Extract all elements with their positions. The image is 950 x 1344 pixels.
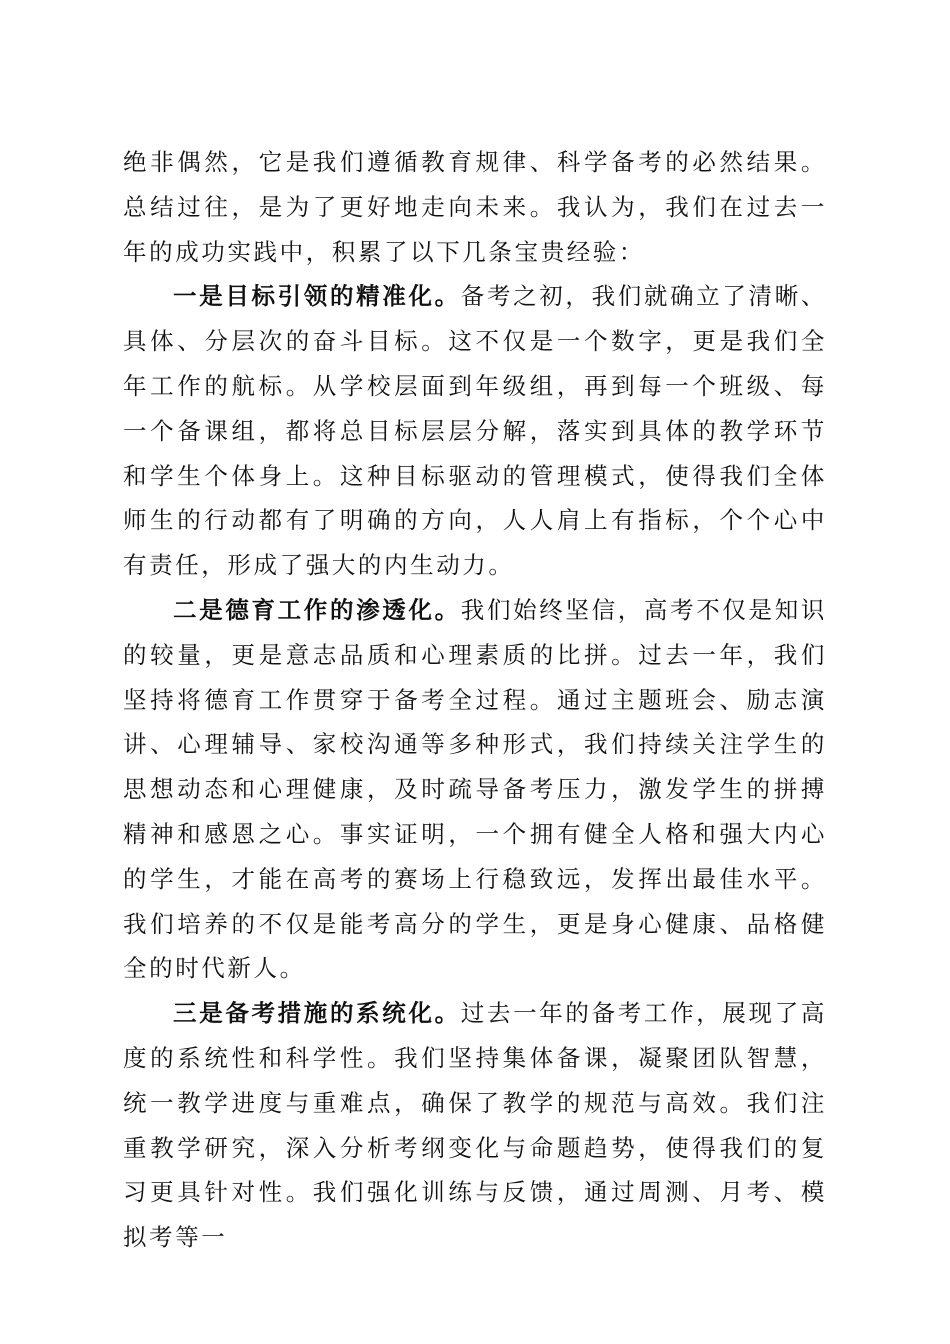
paragraph-experience-3: [123, 991, 827, 1260]
paragraph-text: 我们始终坚信，高考不仅是知识的较量，更是意志品质和心理素质的比拼。过去一年，我们坚持将德育工作贯穿于备考全过程。通过主题班会、励志演讲、心理辅导、家校沟通等多种形式，我们持续关注学生的思想动态和心理健康，及时疏导备考压力，激发学生的拼搏精神和感恩之心。事实证明，一个拥有健全人格和强大内心的学生，才能在高考的赛场上行稳致远，发挥出最佳水平。我们培养的不仅是能考高分的学生，更是身心健康、品格健全的时代新人。: [123, 595, 827, 983]
paragraph-continuation: [123, 140, 827, 274]
paragraph-experience-1: [123, 274, 827, 588]
paragraph-text: 绝非偶然，它是我们遵循教育规律、科学备考的必然结果。总结过往，是为了更好地走向未来。我认为，我们在过去一年的成功实践中，积累了以下几条宝贵经验：: [123, 148, 827, 266]
paragraph-heading: 一是目标引领的精准化。: [173, 282, 461, 311]
paragraph-text: 备考之初，我们就确立了清晰、具体、分层次的奋斗目标。这不仅是一个数字，更是我们全年工作的航标。从学校层面到年级组，再到每一个班级、每一个备课组，都将总目标层层分解，落实到具体的教学环节和学生个体身上。这种目标驱动的管理模式，使得我们全体师生的行动都有了明确的方向，人人肩上有指标，个个心中有责任，形成了强大的内生动力。: [123, 282, 827, 580]
document-body: [123, 140, 827, 1260]
paragraph-heading: 三是备考措施的系统化。: [173, 999, 461, 1028]
paragraph-text: 过去一年的备考工作，展现了高度的系统性和科学性。我们坚持集体备课，凝聚团队智慧，统一教学进度与重难点，确保了教学的规范与高效。我们注重教学研究，深入分析考纲变化与命题趋势，使得我们的复习更具针对性。我们强化训练与反馈，通过周测、月考、模拟考等一: [123, 999, 827, 1252]
paragraph-experience-2: [123, 588, 827, 991]
paragraph-heading: 二是德育工作的渗透化。: [173, 595, 461, 624]
